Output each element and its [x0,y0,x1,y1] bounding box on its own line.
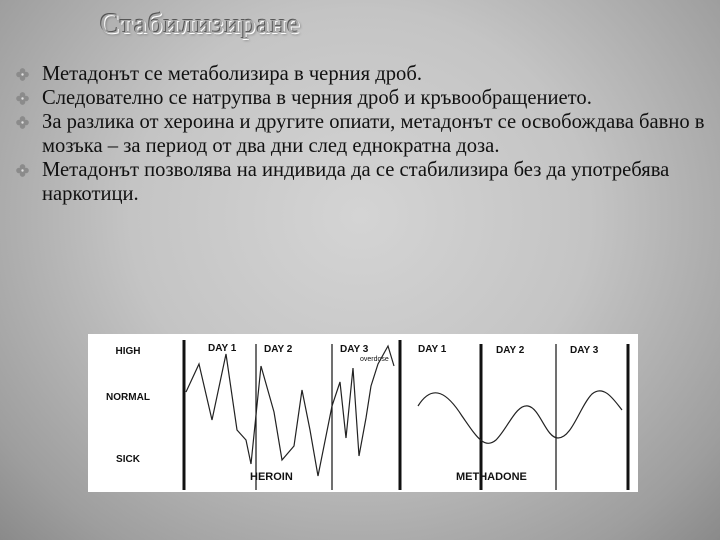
bullet-text: За разлика от хероина и другите опиати, метадонът се освобождава бавно в мозъка – за период от два дни след еднократна доза. [42,111,705,157]
bullet-item [0,158,720,206]
diamond-clover-bullet-icon [16,164,29,177]
bullet-text: Следователно се натрупва в черния дроб и кръвообращението. [42,87,592,109]
bullet-item [0,62,720,86]
bullet-text: Метадонът позволява на индивида да се стабилизира без да употребява наркотици. [42,159,670,205]
heroin-label: HEROIN [250,471,293,483]
diamond-clover-bullet-icon [16,92,29,105]
diamond-clover-bullet-icon [16,116,29,129]
level-label-normal: NORMAL [106,392,150,403]
bullet-list [0,62,720,206]
heroin-day-label: DAY 2 [264,344,293,355]
bullet-item [0,110,720,158]
level-label-high: HIGH [115,346,141,357]
diamond-clover-bullet-icon [16,68,29,81]
methadone-day-label: DAY 1 [418,344,447,355]
level-label-sick: SICK [116,454,140,465]
bullet-text: Метадонът се метаболизира в черния дроб. [42,63,422,85]
methadone-label: METHADONE [456,471,527,483]
heroin-day-label: DAY 3 [340,344,369,355]
figure-canvas [88,334,638,492]
overdose-note: overdose [360,356,389,363]
heroin-level-line [186,346,394,476]
methadone-day-label: DAY 2 [496,345,525,356]
bullet-item [0,86,720,110]
heroin-vs-methadone-figure [88,334,638,492]
methadone-level-line [418,391,622,443]
slide-title: Стабилизиране [100,8,301,40]
heroin-day-label: DAY 1 [208,343,237,354]
methadone-day-label: DAY 3 [570,345,599,356]
